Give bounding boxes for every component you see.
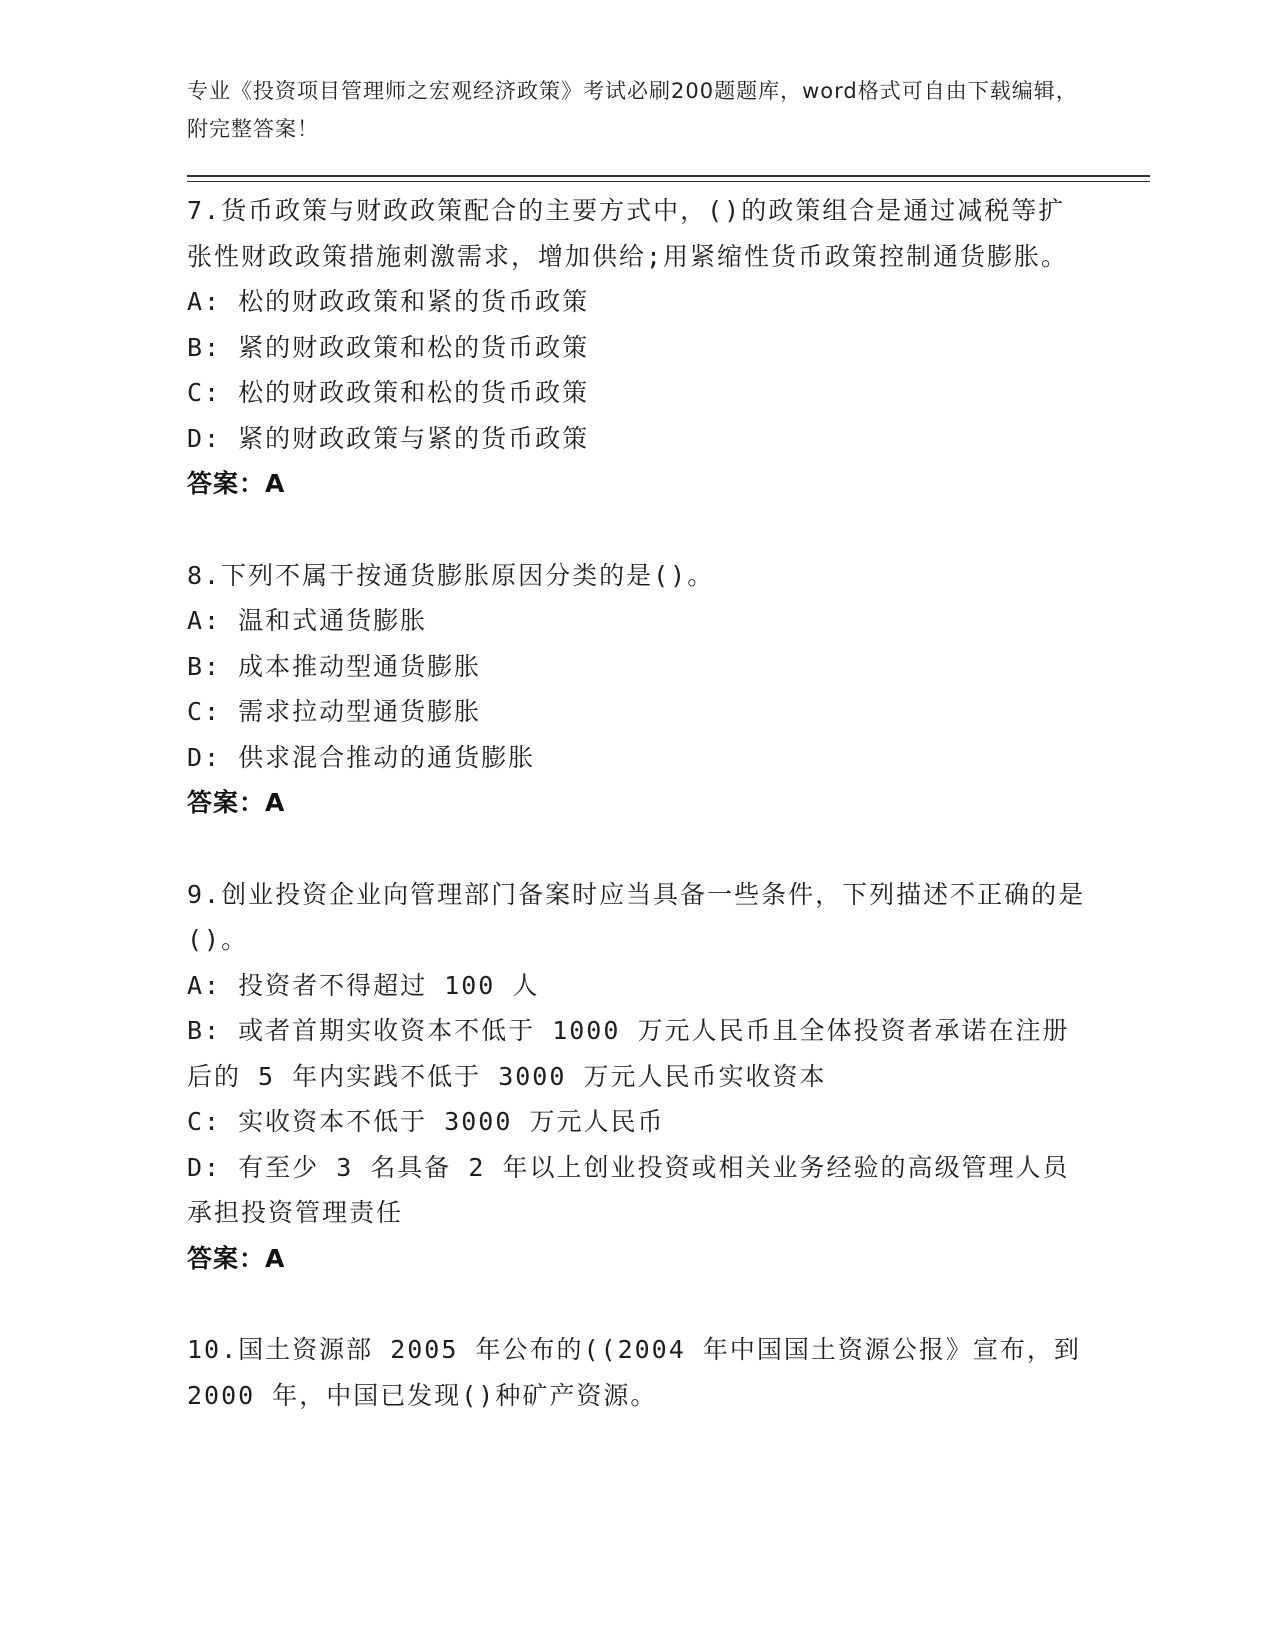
question-8 — [187, 553, 1087, 826]
question-stem: 8.下列不属于按通货膨胀原因分类的是()。 — [187, 560, 715, 590]
answer: 答案：A — [187, 788, 286, 817]
answer: 答案：A — [187, 469, 286, 498]
option-b: B: 紧的财政政策和松的货币政策 — [187, 332, 590, 362]
question-list — [187, 188, 1087, 1464]
option-d: D: 有至少 3 名具备 2 年以上创业投资或相关业务经验的高级管理人员承担投资管理责任 — [187, 1152, 1070, 1227]
answer: 答案：A — [187, 1243, 286, 1273]
question-10 — [187, 1327, 1087, 1418]
option-b: B: 或者首期实收资本不低于 1000 万元人民币且全体投资者承诺在注册后的 5 年内实践不低于 3000 万元人民币实收资本 — [187, 1016, 1070, 1091]
question-stem: 10.国土资源部 2005 年公布的((2004 年中国国土资源公报》宣布，到 2000 年，中国已发现()种矿产资源。 — [187, 1335, 1081, 1410]
document-header: 专业《投资项目管理师之宏观经济政策》考试必刷200题题库，word格式可自由下载编辑，附完整答案！ — [187, 79, 1078, 141]
option-c: C: 实收资本不低于 3000 万元人民币 — [187, 1107, 665, 1136]
header-rule-thin — [187, 181, 1150, 182]
option-c: C: 松的财政政策和松的货币政策 — [187, 378, 590, 407]
option-d: D: 紧的财政政策与紧的货币政策 — [187, 423, 590, 453]
option-a: A: 投资者不得超过 100 人 — [187, 970, 540, 1000]
option-a: A: 温和式通货膨胀 — [187, 606, 428, 635]
option-a: A: 松的财政政策和紧的货币政策 — [187, 287, 590, 316]
option-b: B: 成本推动型通货膨胀 — [187, 651, 482, 681]
option-d: D: 供求混合推动的通货膨胀 — [187, 742, 536, 772]
option-c: C: 需求拉动型通货膨胀 — [187, 697, 482, 726]
header-rule-thick — [187, 175, 1150, 177]
question-7 — [187, 188, 1087, 507]
question-stem: 7.货币政策与财政政策配合的主要方式中，()的政策组合是通过减税等扩张性财政政策措施刺激需求，增加供给;用紧缩性货币政策控制通货膨胀。 — [187, 196, 1069, 271]
question-9 — [187, 872, 1087, 1282]
question-stem: 9.创业投资企业向管理部门备案时应当具备一些条件，下列描述不正确的是()。 — [187, 879, 1086, 954]
